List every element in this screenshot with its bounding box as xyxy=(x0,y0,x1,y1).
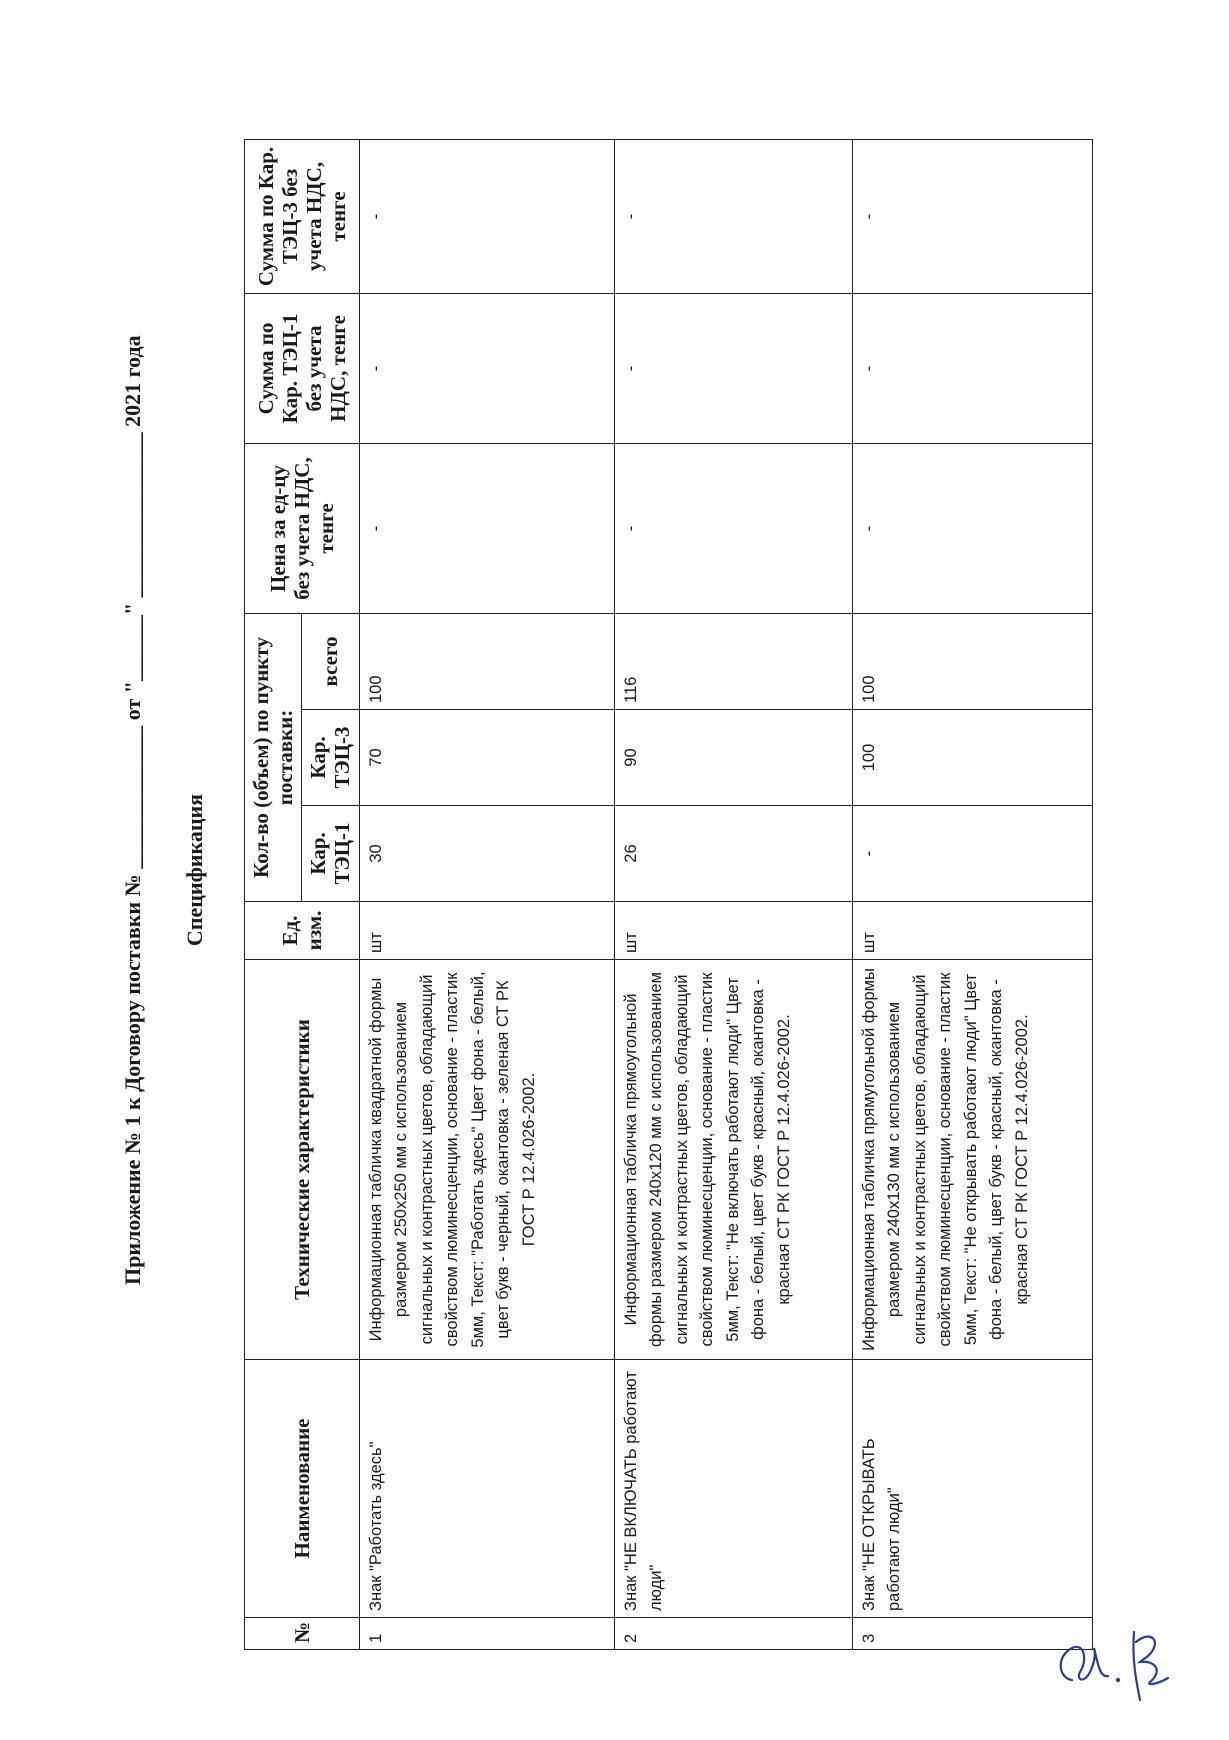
row-sum-tec1: - xyxy=(852,293,1092,443)
contract-number-blank: _____________ xyxy=(120,725,145,869)
month-blank: _______________ xyxy=(120,432,145,598)
row-sum-tec3: - xyxy=(852,139,1092,293)
row-tech: Информационная табличка квадратной формы размером 250х250 мм с использованием сигнальных и контрастных цветов, обладающий свойством люминесценции, основание - пластик 5мм, Текст: "Работать здесь" Цвет фона - белый, цвет букв - черный, окантовка - зеленая СТ РК ГОСТ Р 12.4.026-2002. xyxy=(359,960,614,1360)
row-qty-tec3: 100 xyxy=(852,710,1092,806)
row-sum-tec3: - xyxy=(359,139,614,293)
row-num: 3 xyxy=(852,1618,1092,1650)
row-tech: Информационная табличка прямоугольной формы размером 240х120 мм с использованием сигнальных и контрастных цветов, обладающий свойством люминесценции, основание - пластик 5мм, Текст: "Не включать работают люди" Цвет фона - белый, цвет букв - красный, окантовка - красная СТ РК ГОСТ Р 12.4.026-2002. xyxy=(614,960,852,1360)
heading-title: Приложение № 1 к Договору поставки № xyxy=(120,874,145,1285)
date-mid: " xyxy=(120,602,145,616)
row-sum-tec1: - xyxy=(614,293,852,443)
row-qty-total: 100 xyxy=(852,613,1092,709)
header-sum-tec1: Сумма по Кар. ТЭЦ-1 без учета НДС, тенге xyxy=(245,293,360,443)
row-price: - xyxy=(614,443,852,613)
row-name: Знак "НЕ ОТКРЫВАТЬ работают люди" xyxy=(852,1360,1092,1618)
row-unit: шт xyxy=(852,902,1092,960)
header-tech: Технические характеристики xyxy=(245,960,360,1360)
header-num: № xyxy=(245,1618,360,1650)
header-qty-tec1: Кар. ТЭЦ-1 xyxy=(302,806,359,902)
header-qty-tec3: Кар. ТЭЦ-3 xyxy=(302,710,359,806)
table-row xyxy=(852,139,1092,1649)
row-price: - xyxy=(359,443,614,613)
handwritten-signature-icon xyxy=(1050,1620,1200,1710)
header-name: Наименование xyxy=(245,1360,360,1618)
table-header-row xyxy=(245,139,302,1649)
row-qty-total: 100 xyxy=(359,613,614,709)
row-unit: шт xyxy=(359,902,614,960)
row-num: 2 xyxy=(614,1618,852,1650)
document-subtitle: Спецификация xyxy=(182,793,207,947)
specification-table xyxy=(244,139,1093,1650)
table-row xyxy=(359,139,614,1649)
heading-year: 2021 года xyxy=(120,335,145,427)
row-name: Знак "Работать здесь" xyxy=(359,1360,614,1618)
header-qty-group: Кол-во (объем) по пункту поставки: xyxy=(245,613,302,901)
row-qty-tec1: - xyxy=(852,806,1092,902)
row-num: 1 xyxy=(359,1618,614,1650)
date-prefix: от " xyxy=(120,681,145,721)
header-unit: Ед. изм. xyxy=(245,902,360,960)
header-price: Цена за ед-цу без учета НДС, тенге xyxy=(245,443,360,613)
row-qty-tec3: 70 xyxy=(359,710,614,806)
day-blank: ______ xyxy=(120,615,145,682)
row-qty-tec1: 26 xyxy=(614,806,852,902)
row-price: - xyxy=(852,443,1092,613)
row-qty-tec3: 90 xyxy=(614,710,852,806)
row-unit: шт xyxy=(614,902,852,960)
row-tech: Информационная табличка прямугольной формы размером 240х130 мм с использованием сигнальных и контрастных цветов, обладающий свойством люминесценции, основание - пластик 5мм, Текст: "Не открывать работают люди" Цвет фона - белый, цвет букв - красный, окантовка - красная СТ РК ГОСТ Р 12.4.026-2002. xyxy=(852,960,1092,1360)
row-sum-tec3: - xyxy=(614,139,852,293)
row-qty-tec1: 30 xyxy=(359,806,614,902)
row-name: Знак "НЕ ВКЛЮЧАТЬ работают люди" xyxy=(614,1360,852,1618)
table-row xyxy=(614,139,852,1649)
header-sum-tec3: Сумма по Кар. ТЭЦ-3 без учета НДС, тенге xyxy=(245,139,360,293)
row-qty-total: 116 xyxy=(614,613,852,709)
header-qty-total: всего xyxy=(302,613,359,709)
row-sum-tec1: - xyxy=(359,293,614,443)
